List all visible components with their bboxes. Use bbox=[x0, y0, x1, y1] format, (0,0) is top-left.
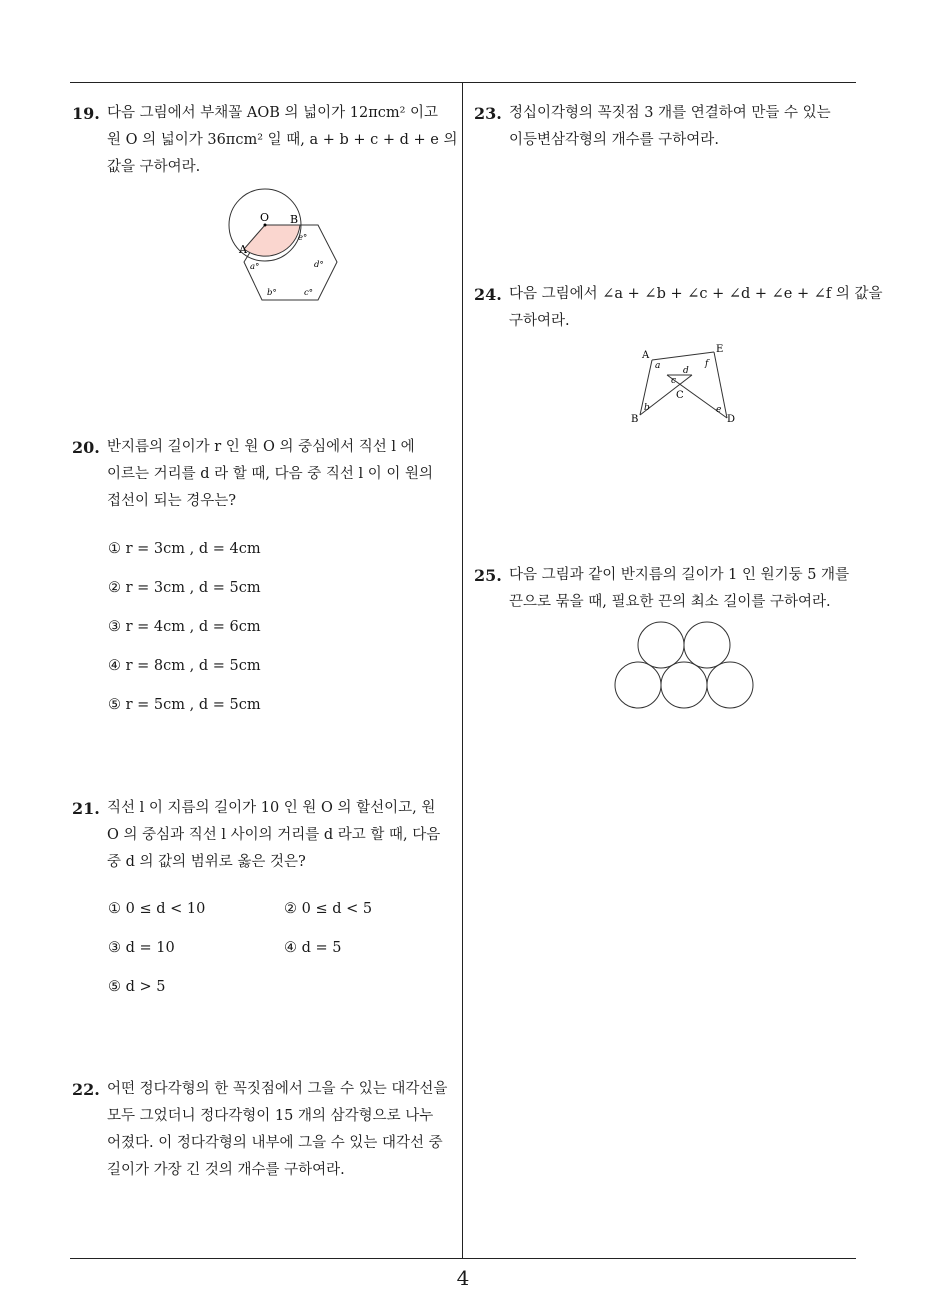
label-A: A bbox=[642, 350, 650, 361]
circle-bottom-middle bbox=[661, 662, 707, 708]
question-text: 어떤 정다각형의 한 꼭짓점에서 그을 수 있는 대각선을 모두 그었더니 정다각형이 15 개의 삼각형으로 나누 어졌다. 이 정다각형의 내부에 그을 수 있는 대각선 중 길이가 가장 긴 것의 개수를 구하여라. bbox=[107, 1081, 448, 1178]
label-D: D bbox=[727, 414, 736, 425]
question-text: 다음 그림과 같이 반지름의 길이가 1 인 원기둥 5 개를 끈으로 묶을 때, 필요한 끈의 최소 길이를 구하여라. bbox=[509, 567, 850, 610]
five-circles-figure bbox=[612, 620, 756, 712]
question-number: 20. bbox=[72, 438, 100, 457]
question-number: 22. bbox=[72, 1080, 100, 1099]
q20-option-2[interactable]: ② r = 3cm , d = 5cm bbox=[108, 580, 261, 596]
q21-option-5[interactable]: ⑤ d > 5 bbox=[108, 979, 166, 995]
question-text: 정십이각형의 꼭짓점 3 개를 연결하여 만들 수 있는 이등변삼각형의 개수를 구하여라. bbox=[509, 105, 831, 148]
label-angle-c: c° bbox=[304, 288, 314, 298]
circle-top-left bbox=[638, 622, 684, 668]
circle-bottom-right bbox=[707, 662, 753, 708]
question-21 bbox=[72, 795, 456, 876]
question-text: 반지름의 길이가 r 인 원 O 의 중심에서 직선 l 에 이르는 거리를 d 라 할 때, 다음 중 직선 l 이 이 원의 접선이 되는 경우는? bbox=[107, 439, 433, 509]
label-B: B bbox=[631, 414, 639, 425]
q20-option-5[interactable]: ⑤ r = 5cm , d = 5cm bbox=[108, 697, 261, 713]
circle-top-right bbox=[684, 622, 730, 668]
question-23 bbox=[474, 100, 858, 154]
label-angle-e: e bbox=[716, 405, 722, 415]
sector-hexagon-figure bbox=[222, 185, 347, 305]
label-E: E bbox=[716, 344, 724, 355]
question-text: 다음 그림에서 ∠a + ∠b + ∠c + ∠d + ∠e + ∠f 의 값을 구하여라. bbox=[509, 286, 883, 329]
label-angle-b: b bbox=[644, 403, 650, 413]
q20-option-3[interactable]: ③ r = 4cm , d = 6cm bbox=[108, 619, 261, 635]
bottom-rule bbox=[70, 1258, 856, 1259]
question-text: 직선 l 이 지름의 길이가 10 인 원 O 의 할선이고, 원 O 의 중심과 직선 l 사이의 거리를 d 라고 할 때, 다음 중 d 의 값의 범위로 옳은 것은? bbox=[107, 800, 441, 870]
sector-aob bbox=[244, 225, 300, 256]
question-number: 19. bbox=[72, 104, 100, 123]
question-22 bbox=[72, 1076, 456, 1184]
label-C: C bbox=[676, 390, 684, 401]
label-angle-b: b° bbox=[267, 288, 277, 298]
question-text: 다음 그림에서 부채꼴 AOB 의 넓이가 12πcm² 이고 원 O 의 넓이가 36πcm² 일 때, a + b + c + d + e 의 값을 구하여라. bbox=[107, 105, 458, 175]
label-a: A bbox=[239, 243, 247, 256]
column-divider bbox=[462, 82, 463, 1258]
q21-option-3[interactable]: ③ d = 10 bbox=[108, 940, 175, 956]
star-figure bbox=[625, 340, 745, 430]
question-24 bbox=[474, 281, 883, 335]
question-19 bbox=[72, 100, 456, 181]
label-angle-f: f bbox=[705, 359, 709, 369]
question-25 bbox=[474, 562, 858, 616]
q20-option-1[interactable]: ① r = 3cm , d = 4cm bbox=[108, 541, 261, 557]
label-b: B bbox=[290, 213, 299, 226]
label-angle-e: e° bbox=[298, 233, 308, 243]
question-number: 23. bbox=[474, 104, 502, 123]
q21-option-2[interactable]: ② 0 ≤ d < 5 bbox=[284, 901, 373, 917]
top-rule bbox=[70, 82, 856, 83]
q21-option-1[interactable]: ① 0 ≤ d < 10 bbox=[108, 901, 206, 917]
label-angle-d: d bbox=[683, 366, 689, 376]
page-number: 4 bbox=[456, 1266, 470, 1290]
question-20 bbox=[72, 434, 456, 515]
label-angle-a: a bbox=[655, 361, 661, 371]
star-lines bbox=[640, 352, 727, 418]
label-angle-d: d° bbox=[314, 260, 324, 270]
label-angle-a: a° bbox=[250, 262, 260, 272]
label-o: O bbox=[260, 211, 270, 224]
q21-option-4[interactable]: ④ d = 5 bbox=[284, 940, 342, 956]
label-angle-c: c bbox=[671, 376, 677, 386]
question-number: 21. bbox=[72, 799, 100, 818]
q20-option-4[interactable]: ④ r = 8cm , d = 5cm bbox=[108, 658, 261, 674]
circle-bottom-left bbox=[615, 662, 661, 708]
question-number: 24. bbox=[474, 285, 502, 304]
question-number: 25. bbox=[474, 566, 502, 585]
